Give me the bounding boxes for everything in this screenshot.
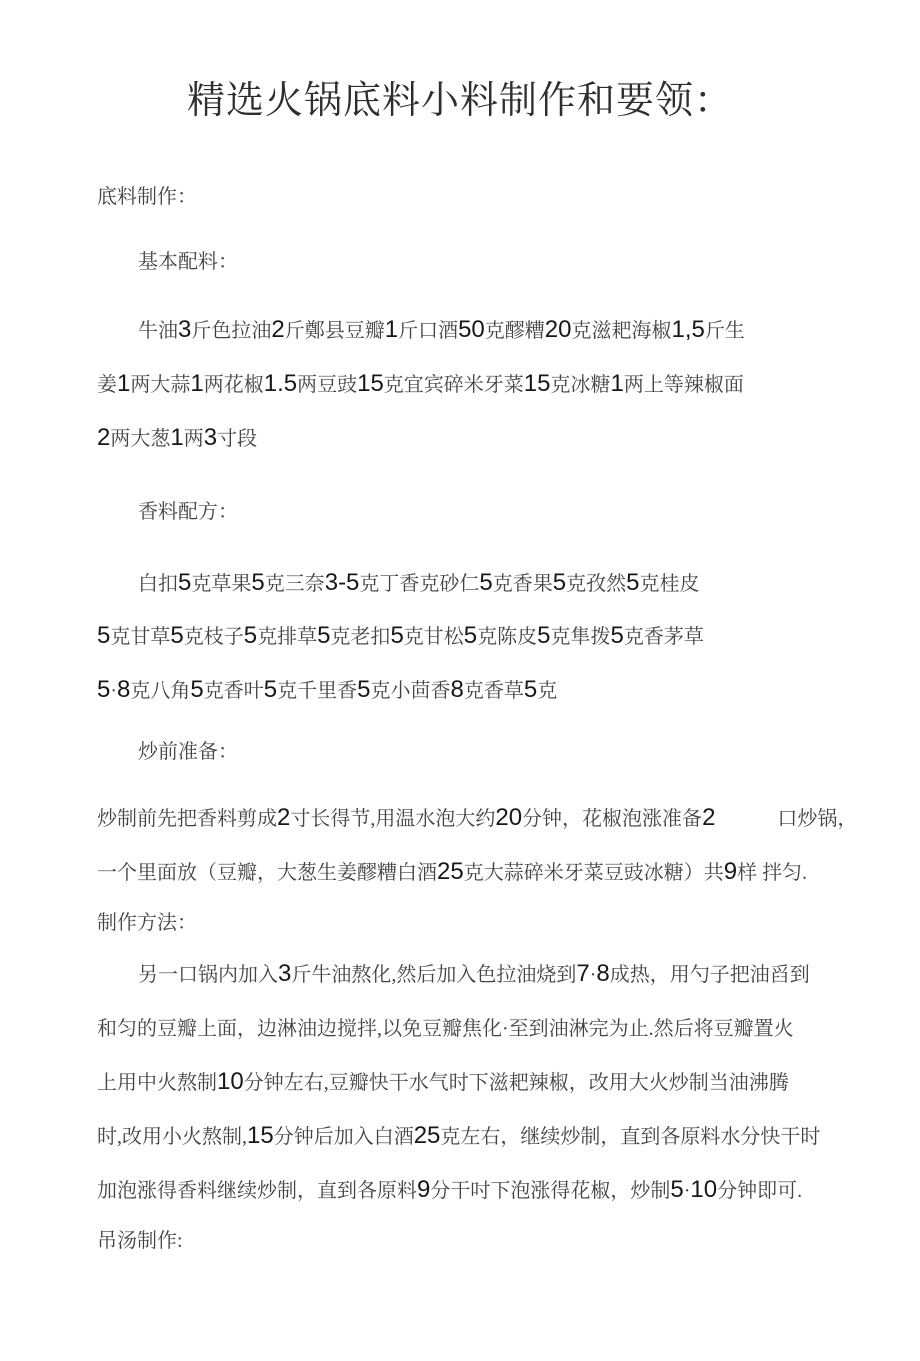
paragraph-line-spices-2: 5克甘草5克枝子5克排草5克老扣5克甘松5克陈皮5克隼拨5克香茅草 [97,622,704,649]
paragraph-line-method-3: 上用中火熬制10分钟左右,豆瓣快干水气时下滋耙辣椒，改用大火炒制当油沸腾 [97,1068,789,1095]
section-heading-pre-fry-prep: 炒前准备： [138,741,238,763]
paragraph-line-method-2: 和匀的豆瓣上面，边淋油边搅拌,以免豆瓣焦化·至到油淋完为止.然后将豆瓣置火 [97,1018,794,1040]
paragraph-line-spices-3: 5·8克八角5克香叶5克千里香5克小茴香8克香草5克 [97,676,558,703]
paragraph-line-method-5: 加泡涨得香料继续炒制，直到各原料9分干吋下泡涨得花椒，炒制5·10分钟即可. [97,1176,803,1203]
paragraph-line-basic-2: 姜1两大蒜1两花椒1.5两豆豉15克宜宾碎米牙菜15克冰糖1两上等辣椒面 [97,370,744,397]
section-heading-spice-recipe: 香料配方： [138,501,238,523]
prep-line-left-text: 炒制前先把香料剪成2寸长得节,用温水泡大约20分钟，花椒泡涨准备2 [97,804,716,831]
paragraph-line-method-4: 时,改用小火熬制,15分钟后加入白酒25克左右，继续炒制，直到各原料水分快干时 [97,1122,821,1149]
document-title: 精选火锅底料小料制作和要领： [186,80,733,122]
paragraph-line-method-1: 另一口锅内加入3斤牛油熬化,然后加入色拉油烧到7·8成热，用勺子把油舀到 [138,960,810,987]
paragraph-line-prep-1 [97,804,858,833]
prep-line-right-text: 口炒锅， [777,808,858,830]
section-heading-base-making: 底料制作： [97,186,197,208]
paragraph-line-basic-3: 2两大葱1两3寸段 [97,424,258,451]
section-heading-method: 制作方法： [97,912,197,934]
inline-spacer [715,824,777,825]
section-heading-basic-ingredients: 基本配料： [138,251,238,273]
paragraph-line-prep-2: 一个里面放（豆瓣，大葱生姜醪糟白酒25克大蒜碎米牙菜豆豉冰糖）共9样 拌匀. [97,858,808,885]
paragraph-line-basic-1: 牛油3斤色拉油2斤鄭县豆瓣1斤口酒50克醪糟20克滋耙海椒1,5斤生 [138,316,745,343]
section-heading-soup-making: 吊汤制作: [97,1230,183,1252]
paragraph-line-spices-1: 白扣5克草果5克三奈3-5克丁香克砂仁5克香果5克孜然5克桂皮 [138,569,700,596]
